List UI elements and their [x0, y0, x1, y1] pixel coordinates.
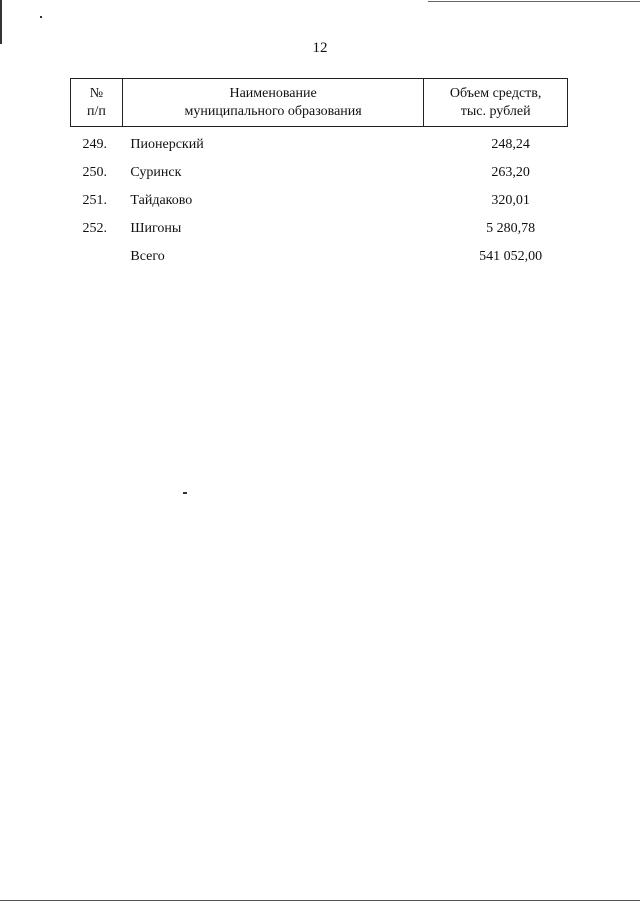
scan-artifact-left-bar [0, 0, 2, 44]
row-number: 252. [82, 221, 107, 236]
header-municipality-line-1: Наименование [229, 86, 317, 101]
row-municipality: Тайдаково [130, 193, 193, 208]
header-amount-line-2: тыс. рублей [460, 104, 531, 119]
table-row [71, 159, 568, 187]
row-amount: 263,20 [491, 165, 530, 180]
table-header-row [71, 79, 568, 127]
row-number: 250. [82, 165, 107, 180]
row-amount: 248,24 [491, 137, 530, 152]
total-row [71, 243, 568, 271]
header-municipality [122, 79, 423, 127]
scan-artifact-top-line [428, 1, 640, 2]
header-amount-line-1: Объем средств, [449, 86, 542, 101]
header-number-line-2: п/п [87, 104, 106, 119]
row-number: 249. [82, 137, 107, 152]
header-municipality-line-2: муниципального образования [184, 104, 362, 119]
scan-artifact-dash [183, 492, 187, 494]
scan-artifact-dot [40, 16, 42, 18]
row-municipality: Суринск [130, 165, 182, 180]
row-number: 251. [82, 193, 107, 208]
table-row [71, 215, 568, 243]
page-number: 12 [312, 40, 328, 56]
row-municipality: Шигоны [130, 221, 182, 236]
table-row [71, 187, 568, 215]
row-amount: 320,01 [491, 193, 530, 208]
total-label: Всего [130, 249, 165, 264]
row-amount: 5 280,78 [486, 221, 536, 236]
table-row [71, 127, 568, 160]
header-amount [424, 79, 568, 127]
total-amount: 541 052,00 [479, 249, 543, 264]
header-number-line-1: № [89, 86, 104, 101]
header-number [71, 79, 123, 127]
total-number-cell [71, 243, 123, 271]
funds-table [70, 78, 568, 271]
scan-artifact-bottom-line [0, 900, 640, 901]
row-municipality: Пионерский [130, 137, 204, 152]
